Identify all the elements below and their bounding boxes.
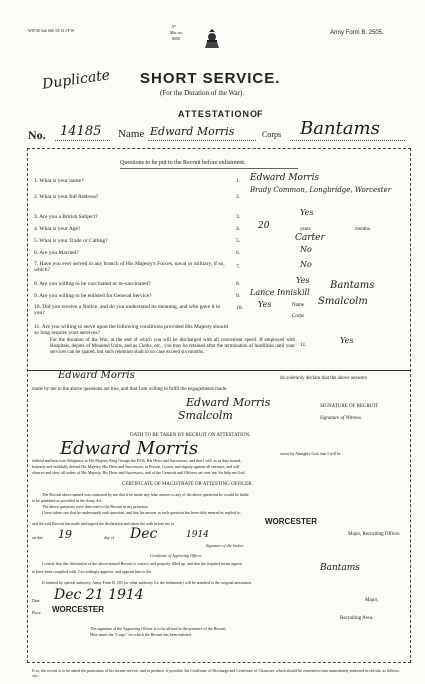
- cert-sig-label: Signature of the Justice: [206, 543, 244, 548]
- cert-line-3: The above questions were then read to the Recruit in my presence.: [42, 504, 149, 509]
- approve-unit: Bantams: [320, 563, 360, 573]
- corps-value: Bantams: [300, 118, 380, 139]
- duplicate-note: Duplicate: [41, 67, 112, 93]
- declaration-signature: Edward Morris: [58, 370, 135, 381]
- of-label: OF: [250, 109, 263, 119]
- question-10: 10. Did you receive a Notice, and do you understand its meaning, and who gave it to you?: [34, 304, 221, 316]
- footnote: If so, the recruit is to be asked the particulars of his former service, and to produce, if possible, his Certificate of Discharge and Certificate of Character, which should be returned to him immediately endorsed in red ink, as follows, viz.:: [32, 668, 400, 678]
- printer-code: W8740 Sub 666 10/14 J P W: [28, 28, 75, 33]
- date-value: Dec 21 1914: [54, 587, 144, 603]
- certificate-heading: CERTIFICATE OF MAGISTRATE OR ATTESTING OFFICER.: [122, 482, 253, 487]
- oath-body-1: faithful and bear true Allegiance to His Majesty King George the Fifth, His Heirs and Successors, and that I will, as in duty bound,: [32, 458, 242, 463]
- answer-11: Yes: [340, 336, 354, 345]
- q10-name-label: Name: [292, 303, 304, 308]
- questions-heading: Questions to be put to the Recruit before enlistment.: [120, 160, 246, 166]
- answer-number-5: 5.: [236, 238, 241, 244]
- approving-heading: Certificate of Approving Officer.: [150, 553, 202, 558]
- major-label: Major,: [365, 598, 379, 603]
- witness-signature: Smalcolm: [178, 409, 233, 422]
- answer-number-3: 3.: [236, 214, 241, 220]
- cert-year: 1914: [186, 530, 209, 540]
- answer-number-11: 11.: [300, 342, 307, 348]
- attestation-label: ATTESTATION: [178, 109, 250, 119]
- foot-note-2: Here insert the "Corps" for which the Recruit has been enlisted.: [90, 632, 192, 637]
- recruiting-area: Recruiting Area.: [340, 616, 374, 621]
- corps-label: Corps: [262, 130, 282, 139]
- declaration-text-right: do solemnly declare that the above answers: [280, 376, 367, 381]
- oath-heading: OATH TO BE TAKEN BY RECRUIT ON ATTESTATION.: [130, 433, 251, 438]
- place-value: WORCESTER: [52, 605, 104, 614]
- cert-on-this: on this: [32, 535, 43, 540]
- form-title: SHORT SERVICE.: [140, 70, 281, 87]
- answer-number-8: 8.: [236, 281, 241, 287]
- answer-7: No: [300, 260, 312, 269]
- oath-name: Edward Morris: [60, 438, 199, 459]
- cert-line-5: and the said Recruit has made and signed the declaration and taken the oath before me at: [32, 521, 174, 526]
- date-label: Date: [32, 598, 40, 603]
- answer-number-10: 10.: [236, 305, 243, 311]
- answer-9: Bantams: [330, 280, 375, 291]
- cert-line-2: to be punished as provided in the Army Act.: [32, 498, 103, 503]
- answer-9-line2: Lance Inniskill: [250, 288, 310, 297]
- question-3: 3. Are you a British Subject?: [34, 214, 98, 220]
- small-code-mid: Mis. no.: [170, 30, 184, 35]
- answer-8: Yes: [296, 276, 310, 285]
- question-1: 1. What is your name?: [34, 178, 84, 184]
- small-code-bot: 0000: [172, 36, 180, 41]
- cert-line-4: I have taken care that he understands each question, and that his answer to each question has been duly entered as replied to,: [42, 510, 242, 515]
- answer-number-4: 4.: [236, 226, 241, 232]
- declaration-text-line2: made by me to the above questions are true, and that I am willing to fulfil the engagements made.: [32, 387, 228, 392]
- cert-line-1: The Recruit above named was cautioned by me that if he made any false answer to any of the above questions he would be liable: [42, 492, 249, 497]
- oath-body-3: observe and obey all orders of His Majesty, His Heirs and Successors, and of the Generals and Officers set over me. So help me God.: [32, 470, 246, 475]
- approve-line-3: If enlisted by special authority, Army Form B. 203 (or other authority for the enlistment) will be attached to the original attestation.: [42, 580, 252, 585]
- years-label: years: [300, 227, 311, 232]
- oath-body-2: honestly and faithfully defend His Majesty, His Heirs and Successors, in Person, Crown, and dignity against all enemies, and will: [32, 464, 240, 469]
- name-value: Edward Morris: [150, 125, 235, 138]
- cert-month: Dec: [130, 526, 158, 542]
- question-6: 6. Are you Married?: [34, 250, 79, 256]
- signature-of-witness-label: Signature of Witness: [320, 416, 361, 421]
- cert-day: 19: [58, 528, 72, 541]
- answer-3: Yes: [300, 208, 314, 217]
- question-4: 4. What is your Age?: [34, 226, 81, 232]
- answer-5: Carter: [295, 233, 325, 243]
- question-7: 7. Have you ever served in any branch of His Majesty's Forces, naval or military, if so, which?: [34, 261, 225, 273]
- cert-day-of: day of: [104, 535, 115, 540]
- answer-1: Edward Morris: [250, 173, 320, 183]
- question-9: 9. Are you willing to be enlisted for General Service?: [34, 293, 152, 299]
- approve-line-1: I certify that this Attestation of the above-named Recruit is correct, and properly filled up, and that the required forms appear: [42, 561, 242, 566]
- officer-title: Major, Recruiting Officer.: [348, 532, 401, 537]
- q10-corps-label: Corps: [292, 314, 304, 319]
- answer-2: Brady Common, Longbridge, Worcester: [250, 186, 392, 194]
- answer-number-6: 6.: [236, 250, 241, 256]
- small-code-top: 97: [172, 24, 176, 29]
- cert-place: WORCESTER: [265, 517, 317, 526]
- answer-number-9: 9.: [236, 293, 241, 299]
- signature-of-recruit-label: SIGNATURE OF RECRUIT: [320, 404, 379, 409]
- answer-number-7: 7.: [236, 264, 241, 270]
- oath-swear: swear by Almighty God, that I will be: [280, 451, 341, 456]
- months-label: months.: [355, 227, 371, 232]
- no-label: No.: [28, 128, 46, 142]
- conditions-text: For the duration of the War, at the end of which you will be discharged with all convenient speed. If employed with Hospitals, depots of Mounted Units, and as Clerks, etc., you may be retained after the termination of hostilities until your services can be spared, but such retention shall in no case exceed six months.: [50, 338, 295, 355]
- place-label: Place: [32, 610, 41, 615]
- form-subtitle: (For the Duration of the War).: [160, 89, 245, 97]
- recruit-signature: Edward Morris: [186, 396, 271, 409]
- approve-line-2: to have been complied with. I accordingly approve, and appoint him to the: [32, 569, 152, 574]
- royal-crest-icon: [201, 28, 223, 50]
- q10-name-value: Smalcolm: [318, 296, 368, 307]
- question-11: 11. Are you willing to serve upon the following conditions provided His Majesty should so long require your services?: [34, 324, 228, 336]
- answer-number-1: 1.: [236, 178, 241, 184]
- question-2: 2. What is your full Address?: [34, 194, 99, 200]
- name-label: Name: [118, 128, 145, 140]
- question-8: 8. Are you willing to be vaccinated or re-vaccinated?: [34, 281, 151, 287]
- form-id: Army Form B. 2505.: [330, 30, 384, 36]
- answer-4: 20: [258, 221, 270, 231]
- service-number: 14185: [60, 124, 102, 139]
- answer-number-2: 2.: [236, 194, 241, 200]
- answer-6: No: [300, 245, 312, 254]
- foot-note-1: The signature of the Approving Officer is to be affixed in the presence of the Recruit.: [90, 626, 227, 631]
- question-5: 5. What is your Trade or Calling?: [34, 238, 108, 244]
- answer-10: Yes: [258, 300, 272, 309]
